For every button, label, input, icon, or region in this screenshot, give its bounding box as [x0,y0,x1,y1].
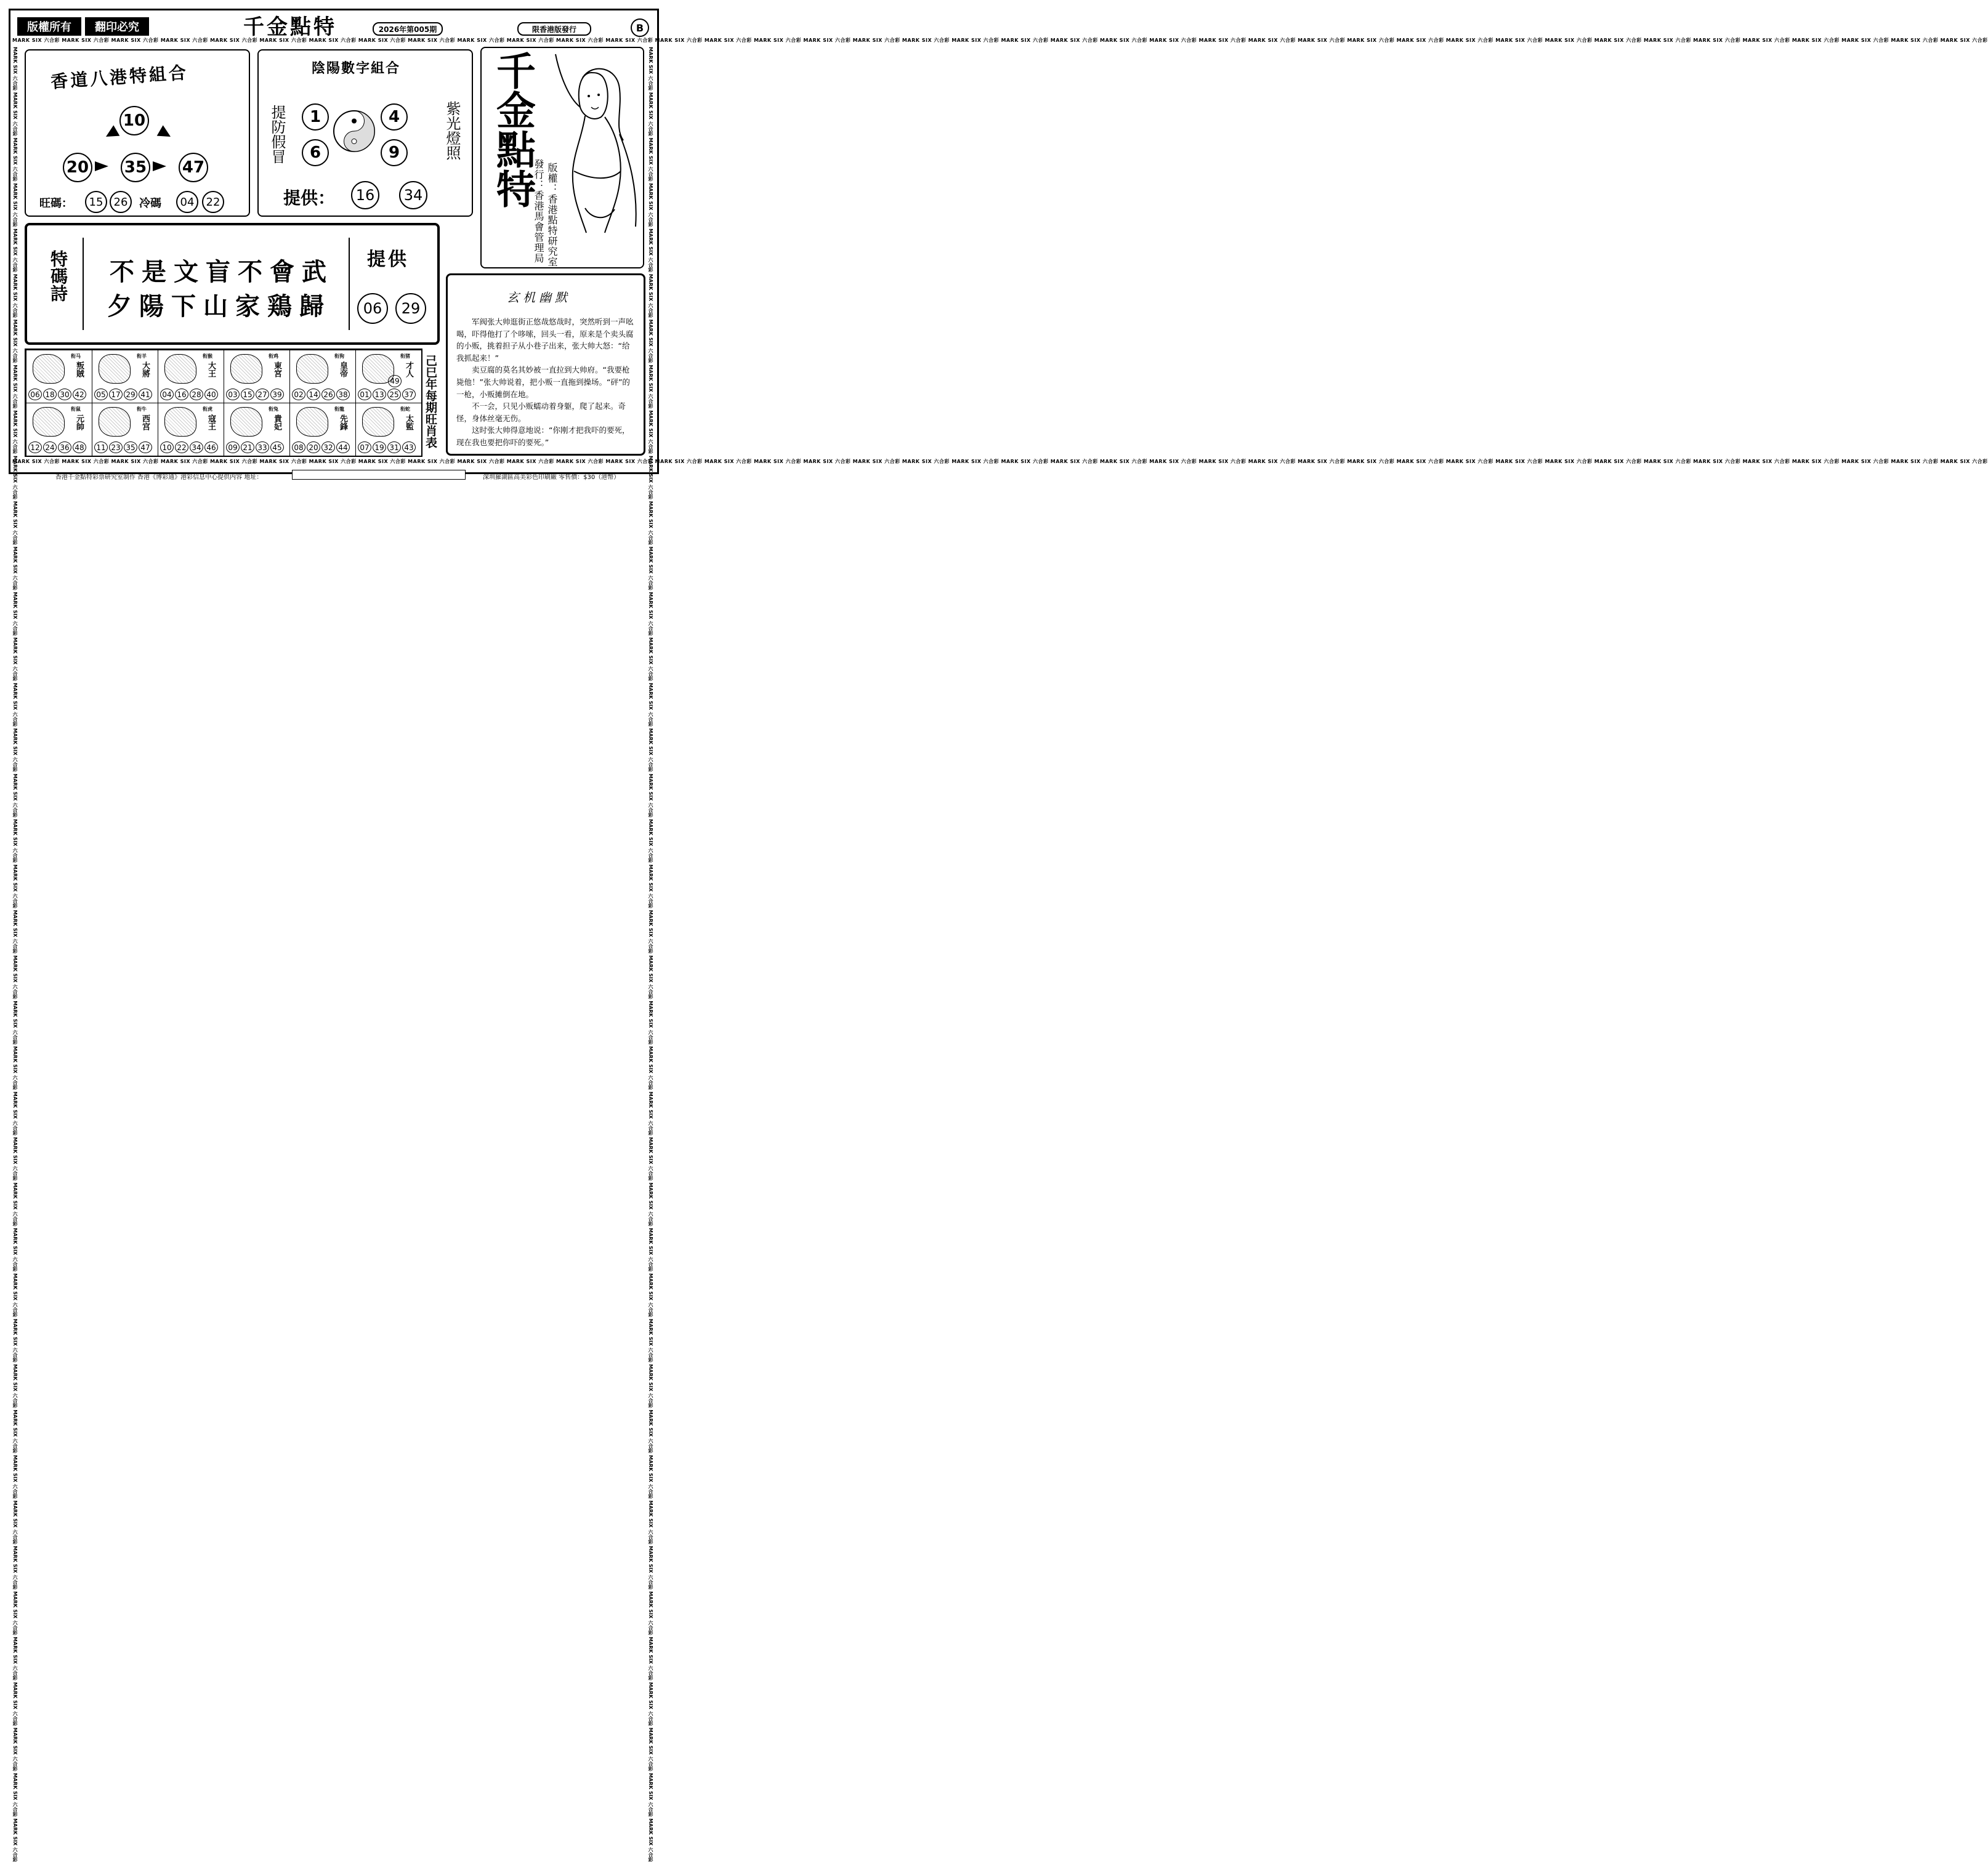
zodiac-tag: 衔兔 [269,406,278,412]
zodiac-number: 30 [58,389,71,400]
zodiac-number: 03 [226,389,240,400]
zodiac-animal-icon [99,354,131,384]
zodiac-animal-icon [164,354,196,384]
arrow-right-icon [157,125,185,148]
zodiac-number: 27 [256,389,269,400]
zodiac-cell [355,403,422,456]
zodiac-role: 大將 [140,361,150,377]
zodiac-role: 叛賊 [75,361,84,377]
zodiac-number: 05 [94,389,108,400]
zodiac-number: 32 [321,441,335,453]
footer-left: 香港千金點特彩票研究室制作 香港《博彩通》港彩信息中心提供内容 地址： [55,474,263,481]
zodiac-animal-icon [296,354,328,384]
hot-label: 旺碼： [39,197,73,210]
story-paragraph-1: 军阀张大帅逛街正悠哉悠哉时，突然听到一声吆喝，吓得他打了个哆嗦，回头一看，原来是个卖头腐的小贩，挑着担子从小巷子出来，张大帅大怒：“给我抓起来！” [456,317,634,363]
zodiac-number: 12 [28,441,42,453]
copyright-left-badge [17,17,81,36]
zodiac-number: 16 [175,389,188,400]
zodiac-number-list [292,441,350,453]
poem-panel [25,223,440,345]
zodiac-role: 大王 [206,361,216,377]
zodiac-tag: 衔猪 [400,353,410,359]
hk-only-badge [517,22,591,36]
zodiac-number: 39 [270,389,284,400]
zodiac-number: 43 [402,441,416,453]
zodiac-number: 22 [175,441,188,453]
zodiac-animal-icon [230,354,262,384]
zodiac-tag: 衔马 [71,353,81,359]
combo-number-2: 35 [121,153,150,182]
zodiac-animal-icon [164,407,196,437]
zodiac-number: 24 [43,441,57,453]
zodiac-tag: 衔牛 [137,406,147,412]
combo-number-1: 20 [63,153,92,182]
poem-divider [83,238,84,330]
zodiac-number: 18 [43,389,57,400]
zodiac-animal-icon [230,407,262,437]
story-paragraph-3: 不一会，只见小贩蠕动着身躯，爬了起来。奇怪，身体丝毫无伤。 [456,401,626,423]
edition-badge: B [631,18,649,37]
story-body [456,316,635,449]
zodiac-number-list [226,389,284,400]
zodiac-number: 44 [336,441,350,453]
zodiac-number-list [358,389,416,400]
zodiac-tag: 衔狗 [334,353,344,359]
zodiac-role: 東宮 [272,361,281,377]
zodiac-number: 36 [58,441,71,453]
zodiac-role: 先鋒 [338,414,347,430]
zodiac-number: 29 [124,389,137,400]
zodiac-cell [355,350,422,403]
copyright-right: 翻印必究 [95,21,139,34]
zodiac-role: 太監 [404,414,413,430]
zodiac-number: 07 [358,441,371,453]
copyright-left: 版權所有 [27,21,71,34]
zodiac-tag: 衔猴 [203,353,212,359]
cold-number-1: 04 [176,191,198,213]
poster-panel [480,47,644,268]
hk-only-text: 限香港版發行 [531,25,576,34]
zodiac-number: 09 [226,441,240,453]
panel-eight-title: 香道八港特組合 [50,62,189,92]
copyright-right-badge [85,17,149,36]
zodiac-number: 31 [387,441,401,453]
zodiac-side-label: 己巳年每期旺肖表 [424,355,437,448]
zodiac-cell [92,350,158,403]
zodiac-number-list [28,441,86,453]
zodiac-number: 33 [256,441,269,453]
yinyang-title: 陰陽數字組合 [312,60,401,76]
yinyang-number-4: 9 [381,139,408,166]
footer-right: 深圳羅湖區高美彩色印刷廠 零售價：$30（港幣） [483,474,620,481]
zodiac-role: 才人 [404,361,413,377]
combo-number-3: 47 [179,153,208,182]
yinyang-number-3: 6 [302,139,329,166]
yinyang-icon [333,110,376,153]
zodiac-number: 40 [204,389,218,400]
zodiac-number: 46 [204,441,218,453]
zodiac-animal-icon [296,407,328,437]
zodiac-number: 42 [73,389,86,400]
poster-copyright: 版權：香港點特研究室 [546,163,558,267]
zodiac-tag: 衔羊 [137,353,147,359]
zodiac-number: 47 [139,441,152,453]
hot-number-2: 26 [110,191,132,213]
zodiac-number: 45 [270,441,284,453]
zodiac-number: 10 [160,441,174,453]
zodiac-tag: 衔鸡 [269,353,278,359]
zodiac-number: 38 [336,389,350,400]
zodiac-number-list [358,441,416,453]
zodiac-table [25,349,422,457]
zodiac-number: 01 [358,389,371,400]
yinyang-number-2: 4 [381,103,408,131]
zodiac-number: 35 [124,441,137,453]
zodiac-animal-icon [33,407,65,437]
model-figure-image [556,48,643,267]
zodiac-animal-icon [362,407,394,437]
zodiac-role: 皇帝 [338,361,347,377]
zodiac-tag: 衔蛇 [400,406,410,412]
zodiac-number-list [94,441,152,453]
panel-eight-combo [25,49,250,217]
zodiac-cell [289,350,356,403]
poster-big-title: 千金點特 [490,50,536,208]
zodiac-number: 15 [241,389,254,400]
zodiac-cell [26,350,92,403]
yinyang-provide-label: 提供： [283,188,336,208]
issue-badge [373,22,443,36]
zodiac-number: 14 [307,389,320,400]
poster-issuer: 發行：香港馬會管理局 [533,159,544,264]
zodiac-role: 貴妃 [272,414,281,430]
zodiac-number-list [226,441,284,453]
story-panel [446,273,645,456]
poem-provide-label: 提供 [367,249,409,270]
zodiac-cell [26,403,92,456]
zodiac-number: 08 [292,441,305,453]
story-title: 玄机幽默 [507,290,571,305]
uv-light-text: 紫光燈照 [443,101,461,160]
zodiac-number-list [292,389,350,400]
zodiac-number: 41 [139,389,152,400]
arrow-right-icon [95,161,108,171]
zodiac-role: 西宫 [140,414,150,430]
poem-label: 特碼詩 [48,250,68,302]
poem-line-2: 夕陽下山家鶏歸 [107,292,331,321]
zodiac-number: 23 [109,441,123,453]
zodiac-number-list [160,441,218,453]
hot-number-1: 15 [85,191,107,213]
zodiac-number: 26 [321,389,335,400]
zodiac-cell [224,403,290,456]
zodiac-number-list [94,389,152,400]
zodiac-number: 48 [73,441,86,453]
poem-divider-right [349,238,350,330]
mark-six-strip-left: MARK SIX 六合彩 MARK SIX 六合彩 MARK SIX 六合彩 MARK SIX 六合彩 MARK SIX 六合彩 MARK SIX 六合彩 MARK SIX 六合彩 MARK SIX 六合彩 MARK SIX 六合彩 MARK SIX 六合彩 MARK SIX 六合彩 MARK SIX 六合彩 MARK SIX 六合彩 MARK SIX 六合彩 MARK SIX 六合彩 MARK SIX 六合彩 MARK SIX 六合彩 MARK SIX 六合彩 MARK SIX 六合彩 MARK SIX 六合彩 MARK SIX 六合彩 MARK SIX 六合彩 MARK SIX 六合彩 MARK SIX 六合彩 MARK SIX 六合彩 MARK SIX 六合彩 MARK SIX 六合彩 MARK SIX 六合彩 MARK SIX 六合彩 MARK SIX 六合彩 MARK SIX 六合彩 MARK SIX 六合彩 MARK SIX 六合彩 MARK SIX 六合彩 MARK SIX 六合彩 MARK SIX 六合彩 MARK SIX 六合彩 MARK SIX 六合彩 MARK SIX 六合彩 MARK SIX 六合彩 [12,47,18,1862]
zodiac-number-list [28,389,86,400]
arrow-right-icon [153,161,166,171]
zodiac-tag: 衔鼠 [71,406,81,412]
zodiac-role: 元帥 [75,414,84,430]
zodiac-number-list [160,389,218,400]
yinyang-number-1: 1 [302,103,329,131]
beware-fake-text: 提防假冒 [269,105,286,164]
zodiac-number: 06 [28,389,42,400]
zodiac-number: 04 [160,389,174,400]
mark-six-strip-bottom: MARK SIX 六合彩 MARK SIX 六合彩 MARK SIX 六合彩 MARK SIX 六合彩 MARK SIX 六合彩 MARK SIX 六合彩 MARK SIX 六合彩 MARK SIX 六合彩 MARK SIX 六合彩 MARK SIX 六合彩 MARK SIX 六合彩 MARK SIX 六合彩 MARK SIX 六合彩 MARK SIX 六合彩 MARK SIX 六合彩 MARK SIX 六合彩 MARK SIX 六合彩 MARK SIX 六合彩 MARK SIX 六合彩 MARK SIX 六合彩 MARK SIX 六合彩 MARK SIX 六合彩 MARK SIX 六合彩 MARK SIX 六合彩 MARK SIX 六合彩 MARK SIX 六合彩 MARK SIX 六合彩 MARK SIX 六合彩 MARK SIX 六合彩 MARK SIX 六合彩 MARK SIX 六合彩 MARK SIX 六合彩 MARK SIX 六合彩 MARK SIX 六合彩 MARK SIX 六合彩 MARK SIX 六合彩 MARK SIX 六合彩 MARK SIX 六合彩 MARK SIX 六合彩 MARK SIX 六合彩 [12,459,1988,464]
story-paragraph-4: 这时张大帅得意地说：“你刚才把我吓的要死，现在我也要把你吓的要死。” [456,425,630,447]
arrow-left-icon [92,125,120,148]
poem-number-2: 29 [395,293,426,324]
zodiac-number: 21 [241,441,254,453]
zodiac-number: 20 [307,441,320,453]
zodiac-animal-icon [99,407,131,437]
combo-top-number: 10 [119,106,149,135]
zodiac-number: 25 [387,389,401,400]
zodiac-animal-icon [33,354,65,384]
cold-label: 冷碼 [139,197,161,210]
zodiac-tag: 衔龍 [334,406,344,412]
zodiac-cell [224,350,290,403]
zodiac-number: 34 [190,441,203,453]
zodiac-cell [158,350,224,403]
issue-number: 2026年第005期 [378,25,437,34]
zodiac-number: 19 [373,441,386,453]
zodiac-role: 寇王 [206,414,216,430]
yinyang-provide-number-2: 34 [399,181,427,209]
cold-number-2: 22 [202,191,224,213]
zodiac-number: 02 [292,389,305,400]
zodiac-number: 37 [402,389,416,400]
header-title: 千金點特 [243,15,337,39]
panel-yinyang [257,49,473,217]
zodiac-cell [289,403,356,456]
poem-line-1: 不是文盲不會武 [110,257,334,286]
story-paragraph-2: 卖豆腐的莫名其妙被一直拉到大帅府。“我要枪毙他！”张大帅说着，把小贩一直拖到操场。“砰”的一枪，小贩摊倒在地。 [456,365,630,399]
zodiac-number: 13 [373,389,386,400]
yinyang-provide-number-1: 16 [351,181,379,209]
address-field [292,470,466,480]
zodiac-extra-number: 49 [388,375,402,387]
zodiac-cell [92,403,158,456]
zodiac-cell [158,403,224,456]
mark-six-strip-top: MARK SIX 六合彩 MARK SIX 六合彩 MARK SIX 六合彩 MARK SIX 六合彩 MARK SIX 六合彩 MARK SIX 六合彩 MARK SIX 六合彩 MARK SIX 六合彩 MARK SIX 六合彩 MARK SIX 六合彩 MARK SIX 六合彩 MARK SIX 六合彩 MARK SIX 六合彩 MARK SIX 六合彩 MARK SIX 六合彩 MARK SIX 六合彩 MARK SIX 六合彩 MARK SIX 六合彩 MARK SIX 六合彩 MARK SIX 六合彩 MARK SIX 六合彩 MARK SIX 六合彩 MARK SIX 六合彩 MARK SIX 六合彩 MARK SIX 六合彩 MARK SIX 六合彩 MARK SIX 六合彩 MARK SIX 六合彩 MARK SIX 六合彩 MARK SIX 六合彩 MARK SIX 六合彩 MARK SIX 六合彩 MARK SIX 六合彩 MARK SIX 六合彩 MARK SIX 六合彩 MARK SIX 六合彩 MARK SIX 六合彩 MARK SIX 六合彩 MARK SIX 六合彩 MARK SIX 六合彩 [12,38,1988,43]
zodiac-number: 28 [190,389,203,400]
zodiac-tag: 衔虎 [203,406,212,412]
zodiac-number: 11 [94,441,108,453]
mark-six-strip-right: MARK SIX 六合彩 MARK SIX 六合彩 MARK SIX 六合彩 MARK SIX 六合彩 MARK SIX 六合彩 MARK SIX 六合彩 MARK SIX 六合彩 MARK SIX 六合彩 MARK SIX 六合彩 MARK SIX 六合彩 MARK SIX 六合彩 MARK SIX 六合彩 MARK SIX 六合彩 MARK SIX 六合彩 MARK SIX 六合彩 MARK SIX 六合彩 MARK SIX 六合彩 MARK SIX 六合彩 MARK SIX 六合彩 MARK SIX 六合彩 MARK SIX 六合彩 MARK SIX 六合彩 MARK SIX 六合彩 MARK SIX 六合彩 MARK SIX 六合彩 MARK SIX 六合彩 MARK SIX 六合彩 MARK SIX 六合彩 MARK SIX 六合彩 MARK SIX 六合彩 MARK SIX 六合彩 MARK SIX 六合彩 MARK SIX 六合彩 MARK SIX 六合彩 MARK SIX 六合彩 MARK SIX 六合彩 MARK SIX 六合彩 MARK SIX 六合彩 MARK SIX 六合彩 MARK SIX 六合彩 [648,47,653,1862]
zodiac-number: 17 [109,389,123,400]
poem-number-1: 06 [357,293,388,324]
